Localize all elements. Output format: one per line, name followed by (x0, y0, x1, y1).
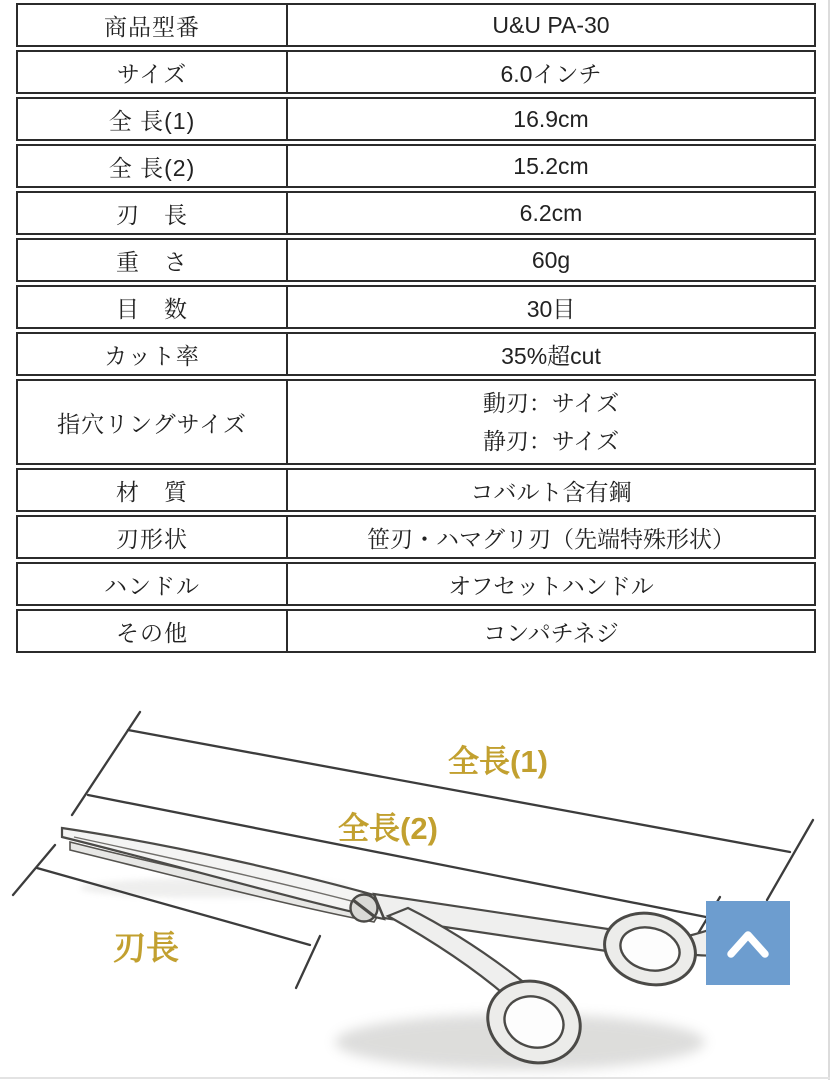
spec-value: U&U PA-30 (492, 11, 610, 38)
scissors-diagram (0, 640, 832, 1080)
spec-value: 6.2cm (519, 199, 583, 226)
table-row (16, 332, 816, 376)
spec-value: コンパチネジ (483, 619, 619, 646)
scroll-to-top-button[interactable] (706, 901, 790, 985)
table-row (16, 50, 816, 94)
dimension-tick (13, 845, 55, 895)
table-row (16, 238, 816, 282)
table-row (16, 3, 816, 47)
spec-value: 6.0インチ (500, 60, 602, 87)
spec-label: 全 長(2) (18, 146, 288, 186)
page-edge-line (0, 1077, 830, 1079)
spec-label: 刃 長 (18, 193, 288, 233)
table-row (16, 515, 816, 559)
spec-value: 35%超cut (501, 342, 601, 369)
dimension-tick (767, 820, 813, 900)
spec-label: 刃形状 (18, 517, 288, 557)
chevron-up-icon (719, 920, 777, 966)
table-row (16, 191, 816, 235)
spec-value: 16.9cm (513, 105, 589, 132)
spec-label: サイズ (18, 52, 288, 92)
spec-label: カット率 (18, 334, 288, 374)
spec-label: その他 (18, 611, 288, 651)
spec-value: 30目 (526, 295, 576, 322)
dimension-label-blade-length: 刃長 (113, 929, 179, 966)
spec-value: 笹刃・ハマグリ刃（先端特殊形状） (367, 525, 735, 552)
table-row (16, 379, 816, 465)
table-row (16, 144, 816, 188)
spec-value-line: 静刃：サイズ (482, 428, 620, 454)
table-row (16, 285, 816, 329)
spec-label: 重 さ (18, 240, 288, 280)
table-row (16, 468, 816, 512)
dimension-label-total-length-2: 全長(2) (338, 811, 438, 846)
table-row (16, 562, 816, 606)
dimension-label-total-length-1: 全長(1) (448, 744, 548, 779)
page-edge-line (828, 0, 830, 1080)
upper-blade (62, 828, 384, 919)
spec-table (16, 3, 816, 656)
finger-ring (597, 904, 703, 994)
spec-value: コバルト含有鋼 (470, 478, 632, 505)
spec-label: 全 長(1) (18, 99, 288, 139)
spec-value: オフセットハンドル (448, 572, 654, 599)
spec-label: 材 質 (18, 470, 288, 510)
spec-label: 指穴リングサイズ (18, 381, 288, 463)
table-row (16, 97, 816, 141)
spec-value: 60g (531, 246, 571, 273)
spec-value (288, 381, 814, 463)
spec-label: ハンドル (18, 564, 288, 604)
spec-label: 目 数 (18, 287, 288, 327)
spec-label: 商品型番 (18, 5, 288, 45)
spec-value-line: 動刃：サイズ (482, 390, 620, 416)
spec-value: 15.2cm (513, 152, 589, 179)
